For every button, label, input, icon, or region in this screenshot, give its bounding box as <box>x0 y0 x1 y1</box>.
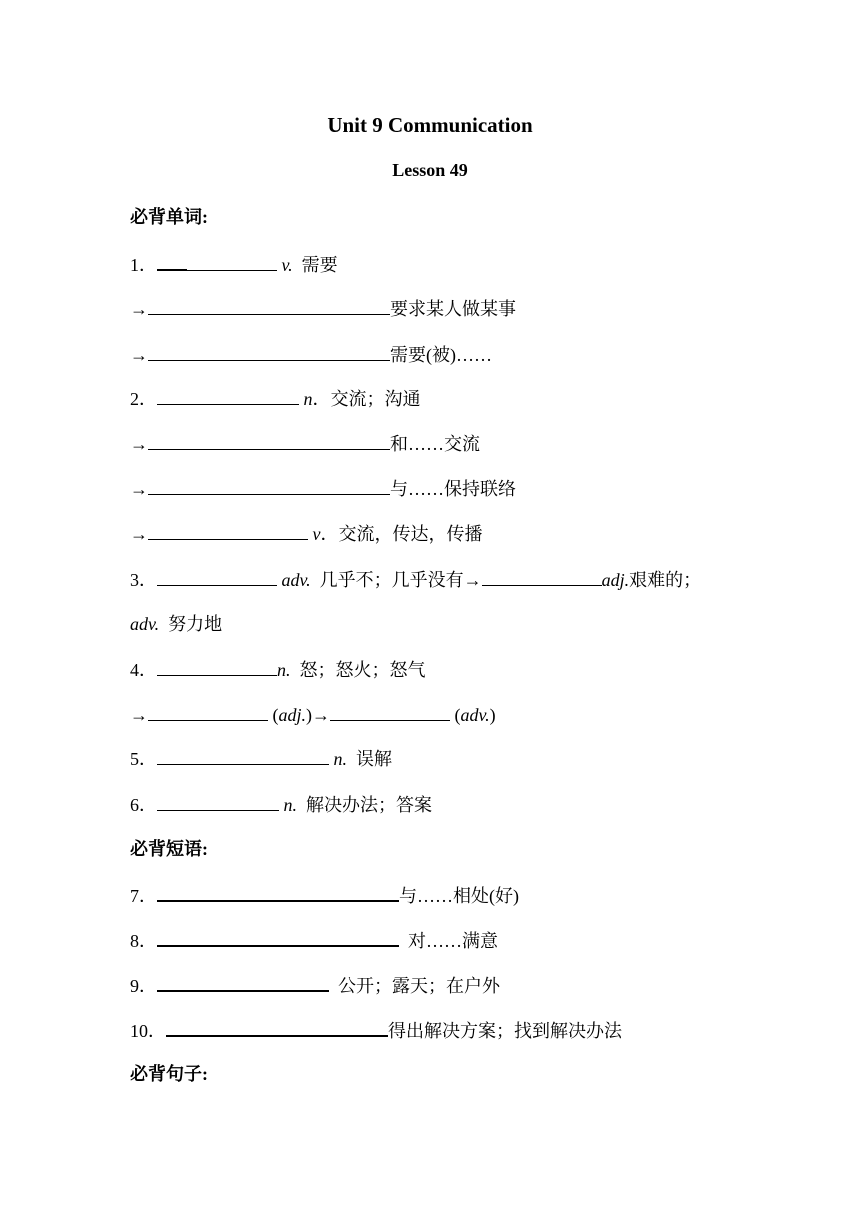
answer-blank[interactable] <box>157 927 399 947</box>
answer-blank[interactable] <box>157 567 277 586</box>
part-of-speech: adj. <box>278 705 307 725</box>
item-5 <box>130 746 392 771</box>
meaning: ．交流；沟通 <box>312 389 421 409</box>
item-4a <box>130 702 496 727</box>
item-7 <box>130 882 519 908</box>
words-heading: 必背单词: <box>130 207 208 227</box>
answer-blank[interactable] <box>148 342 390 361</box>
part-of-speech: n. <box>333 749 347 769</box>
item-2b <box>130 476 516 501</box>
answer-blank[interactable] <box>157 882 399 902</box>
item-10 <box>130 1017 622 1043</box>
answer-blank[interactable] <box>157 972 329 992</box>
page-title: Unit 9 Communication <box>327 113 533 137</box>
answer-blank[interactable] <box>157 792 279 811</box>
phrases-heading: 必背短语: <box>130 839 208 859</box>
meaning: 公开；露天；在户外 <box>338 976 500 996</box>
meaning: 和……交流 <box>390 434 480 454</box>
part-of-speech: adv. <box>281 570 311 590</box>
answer-blank[interactable] <box>157 657 277 676</box>
item-number: 10． <box>130 1021 166 1041</box>
arrow: → <box>130 345 148 365</box>
item-4 <box>130 657 426 682</box>
part-of-speech: adj. <box>601 570 630 590</box>
meaning: 怒；怒火；怒气 <box>299 660 426 680</box>
sentences-heading: 必背句子: <box>130 1064 208 1084</box>
paren: ) <box>489 705 496 725</box>
answer-blank[interactable] <box>148 476 390 495</box>
item-number: 5． <box>130 749 157 769</box>
answer-blank[interactable] <box>148 702 268 721</box>
item-number: 8． <box>130 931 157 951</box>
item-number: 1． <box>130 255 157 275</box>
answer-blank[interactable] <box>157 386 299 405</box>
meaning: 需要(被)…… <box>390 345 492 365</box>
item-2 <box>130 386 421 411</box>
arrow: )→ <box>306 705 331 725</box>
paren: ( <box>454 705 461 725</box>
part-of-speech: n. <box>277 660 291 680</box>
item-number: 4． <box>130 660 157 680</box>
item-9 <box>130 972 500 998</box>
part-of-speech: v. <box>281 255 293 275</box>
item-number: 2． <box>130 389 157 409</box>
answer-blank[interactable] <box>166 1017 388 1037</box>
answer-blank[interactable] <box>482 567 602 586</box>
part-of-speech: adv. <box>460 705 490 725</box>
arrow: → <box>130 479 148 499</box>
meaning: 艰难的； <box>629 570 702 590</box>
meaning: 要求某人做某事 <box>390 299 516 319</box>
part-of-speech: n <box>303 389 313 409</box>
item-3 <box>130 567 701 592</box>
part-of-speech: v <box>312 524 321 544</box>
item-1a <box>130 296 516 321</box>
lesson-subtitle: Lesson 49 <box>392 160 468 180</box>
item-6 <box>130 792 432 817</box>
answer-blank[interactable] <box>148 521 308 540</box>
meaning: ．交流，传达，传播 <box>320 524 483 544</box>
item-1 <box>130 251 338 277</box>
item-number: 6． <box>130 795 157 815</box>
answer-blank[interactable] <box>148 296 390 315</box>
item-1b <box>130 342 492 367</box>
meaning: 需要 <box>301 255 338 275</box>
meaning: 与……保持联络 <box>390 479 516 499</box>
answer-blank[interactable] <box>157 746 329 765</box>
arrow: → <box>130 524 148 544</box>
paren: ( <box>272 705 279 725</box>
item-3-continued <box>130 612 222 636</box>
arrow: → <box>130 434 148 454</box>
meaning: 解决办法；答案 <box>306 795 432 815</box>
answer-blank[interactable] <box>330 702 450 721</box>
item-8 <box>130 927 498 953</box>
meaning: 得出解决方案；找到解决办法 <box>388 1021 622 1041</box>
item-number: 9． <box>130 976 157 996</box>
item-number: 3． <box>130 570 157 590</box>
arrow: → <box>130 299 148 319</box>
item-2a <box>130 431 480 456</box>
answer-blank[interactable] <box>148 431 390 450</box>
answer-blank[interactable] <box>157 251 187 271</box>
meaning: 努力地 <box>168 614 223 634</box>
meaning: 与……相处(好) <box>399 886 519 906</box>
item-number: 7． <box>130 886 157 906</box>
part-of-speech: n. <box>283 795 297 815</box>
meaning: 几乎不；几乎没有→ <box>319 570 482 590</box>
item-2c <box>130 521 483 546</box>
part-of-speech: adv. <box>130 614 160 634</box>
meaning: 对……满意 <box>408 931 498 951</box>
arrow: → <box>130 705 148 725</box>
meaning: 误解 <box>356 749 392 769</box>
answer-blank[interactable] <box>187 252 277 271</box>
